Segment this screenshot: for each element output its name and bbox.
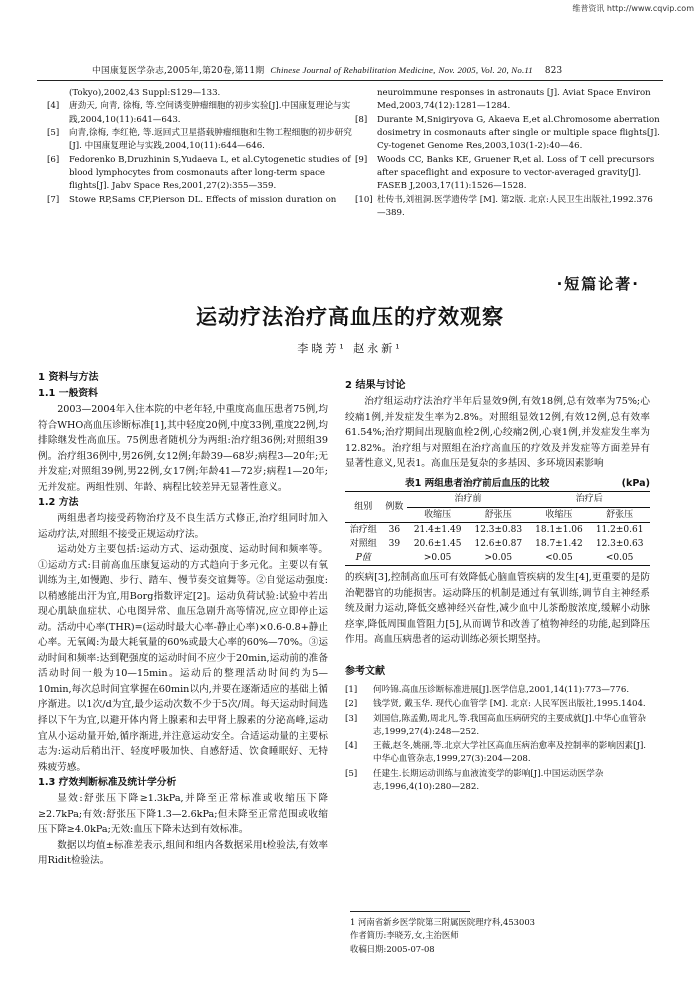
table-header: 治疗后 [529,492,650,507]
table-header: 例数 [381,492,407,522]
table-header: 舒张压 [484,509,512,520]
journal-cn: 中国康复医学杂志,2005年,第20卷,第11期 [92,66,265,76]
authors: 李晓芳¹ 赵永新¹ [297,342,403,355]
footnote-rule [350,911,470,912]
ref-item: [4] 唐劲天, 向青, 徐梅, 等.空间诱变肿瘤细胞的初步实验[J].中国康复理论与实践,2004,10(11):641—643. [47,101,351,125]
page-number: 823 [544,66,563,76]
table-header: 治疗前 [407,492,528,507]
ref-item: [6] Fedorenko B,Druzhinin S,Yudaeva L, et al.Cytogenetic studies of blood lymphocytes from cosmonauts after long-term space flights[J]. Jabv Space Res,2001,27(2):355—359. [47,154,351,192]
ref-item: [3] 刘国信,陈孟勤,周北凡,等.我国高血压病研究的主要成就[J].中华心血管杂志,1999,27(4):248—252. [345,713,647,737]
prev-refs-right [355,87,660,220]
issue-en: Nov. 2005, Vol. 20, No.11 [438,65,533,75]
section-tag: ·短篇论著· [556,275,640,293]
ref-item: [2] 钱学贤, 戴玉华. 现代心血管学 [M]. 北京: 人民军医出版社,1995.1404. [345,699,646,710]
footnote-author-bio: 作者简历:李晓芳,女,主治医师 [350,930,459,941]
prev-refs-left [47,87,352,207]
ref-item: [5] 向青,徐梅, 李红艳, 等.返回式卫星搭载肿瘤细胞和生物工程细胞的初步研究 [J]. 中国康复理论与实践,2004,10(11):644—646. [47,127,352,152]
paragraph: 的疾病[3],控制高血压可有效降低心脑血管疾病的发生[4],更重要的是防治靶器官的功能损害。运动降压的机制是通过有氧训练,调节自主神经系统及耐力运动,降低交感神经兴奋性,减少血中儿茶酚胺浓度,缓解小动脉痉挛,降低周围血管阻力[5],从而调节和改善了植物神经的功能,起到降压作用。高血压病患者的运动训练必须长期坚持。 [345,572,650,646]
paragraph: 两组患者均接受药物治疗及不良生活方式修正,治疗组同时加入运动疗法,对照组不接受正规运动疗法。 [38,513,328,540]
footnote [350,916,650,956]
paragraph: 运动处方主要包括:运动方式、运动强度、运动时间和频率等。①运动方式:目前高血压康复运动的方式趋向于多元化。主要以有氧训练为主,如慢跑、步行、踏车、慢节奏交谊舞等。②自觉运动强度:以稍感能出汗为宜,用Borg指数评定[2]。运动负荷试验:试验中若出现心肌缺血症状、心电图异常、血压急剧升高等情况,应立即停止运动。活动中心率(THR)=(运动时最大心率-静止心率)×0.6-0.8+静止心率。无氧阈:为最大耗氧量的60%或最大心率的60%—70%。③运动时间和频率:达到靶强度的运动时间不应少于20min,运动前的准备活动时间一般为10—15min。运动后的整理活动时间约为5—10min,每次总时间宜掌握在60min以内,并要在逐渐适应的基础上循序渐进。以1次/d为宜,最少运动次数不少于5次/周。每天运动时间选择以下午为宜,以避开体内肾上腺素和去甲肾上腺素的分泌高峰,运动宜从小运动量开始,循序渐进,并注意运动安全。合适运动量的主要标志为:运动后稍出汗、轻度呼吸加快、自感舒适、饮食睡眠好、无特殊疲劳感。 [38,544,328,773]
header-rule [37,80,663,81]
subsection-heading: 1.1 一般资料 [38,388,98,400]
ref-item: [5] 任建生.长期运动训练与血液流变学的影响[J].中国运动医学杂志,1996,4(10):280—282. [345,768,604,793]
table-header: 收缩压 [424,509,452,520]
table-unit: (kPa) [621,477,650,489]
table-header: 收缩压 [545,509,573,520]
right-column [345,370,650,795]
table-row: 治疗组 36 21.4±1.49 12.3±0.83 18.1±1.06 11.2±0.61 [349,524,644,535]
paragraph: 显效:舒张压下降≥1.3kPa,并降至正常标准或收缩压下降≥2.7kPa;有效:舒张压下降1.3—2.6kPa;但未降至正常范围或收缩压下降≥4.0kPa;无效:血压下降未达到有效标准。 [38,792,328,836]
footnote-received: 收稿日期:2005-07-08 [350,943,435,954]
paragraph: 数据以均值±标准差表示,组间和组内各数据采用t检验法,有效率用Ridit检验法。 [38,839,328,867]
references-list [345,684,650,795]
references-heading: 参考文献 [345,665,385,677]
section-heading: 1 资料与方法 [38,372,99,383]
table-header: 舒张压 [606,509,634,520]
paragraph: 治疗组运动疗法治疗半年后显效9例,有效18例,总有效率为75%;心绞痛1例,并发症发生率为2.8%。对照组显效12例,有效12例,总有效率61.54%;治疗期间出现脑血栓2例,心绞痛2例,心衰1例,并发症发生率为12.82%。治疗组与对照组在治疗高血压的疗效及并发症等方面差异有显著性意义,见表1。高血压是复杂的多基因、多环境因素影响 [345,396,650,470]
bp-table [345,491,650,566]
table-header: 组别 [345,492,381,522]
ref-item: [8] Durante M,Snigiryova G, Akaeva E,et al.Chromosome aberration dosimetry in cosmonauts after single or multiple space flights[J]. Cy-togenet Genome Res,2003,103(1-2):40—46. [355,114,660,152]
journal-en: Chinese Journal of Rehabilitation Medicine, [270,65,436,75]
footnote-affiliation: 1 河南省新乡医学院第三附属医院理疗科,453003 [350,917,535,927]
ref-item: (Tokyo),2002,43 Suppl:S129—133. [69,88,221,98]
table-caption-row [345,476,650,492]
ref-item: [7] Stowe RP,Sams CF,Pierson DL. Effects of mission duration on [47,194,337,205]
ref-item: [10] 杜传书,刘祖洞.医学遗传学 [M]. 第2版. 北京:人民卫生出版社,1992.376—389. [355,194,653,218]
subsection-heading: 1.3 疗效判断标准及统计学分析 [38,777,177,789]
table-row: 对照组 39 20.6±1.45 12.6±0.87 18.7±1.42 12.3±0.63 [349,538,644,549]
table-caption: 表1 两组患者治疗前后血压的比较 [405,477,550,489]
ref-item: [1] 何吟锦.高血压诊断标准进展[J].医学信息,2001,14(11):773—776. [345,684,630,695]
watermark: 维普资讯 http://www.cqvip.com [572,4,694,13]
running-header [92,63,612,78]
ref-item: [4] 王薇,赵冬,姚丽,等.北京大学社区高血压病治愈率及控制率的影响因素[J].中华心血管杂志,1999,27(3):204—208. [345,741,647,765]
article-title: 运动疗法治疗高血压的疗效观察 [196,305,504,329]
table-row: P值 >0.05 >0.05 <0.05 <0.05 [345,551,650,566]
left-column [38,370,328,869]
subsection-heading: 1.2 方法 [38,497,79,509]
ref-item: neuroimmune responses in astronauts [J]. Aviat Space Environ Med,2003,74(12):1281—1284. [377,88,651,112]
section-heading: 2 结果与讨论 [345,380,406,391]
ref-item: [9] Woods CC, Banks KE, Gruener R,et al. Loss of T cell precursors after spaceflight and exposure to vector-averaged gravity[J]. FASEB J,2003,17(11):1526—1528. [355,154,655,192]
paragraph: 2003—2004年入住本院的中老年轻,中重度高血压患者75例,均符合WHO高血压诊断标准[1],其中轻度20例,中度33例,重度22例,均排除继发性高血压。75例患者随机分为两组:治疗组36例;对照组39例。治疗组36例中,男26例,女12例;年龄39—68岁;病程3—20年;无并发症;对照组39例,男22例,女17例;年龄41—72岁;病程1—20年;无并发症。两组性别、年龄、病程比较差异无显著性意义。 [38,404,328,493]
